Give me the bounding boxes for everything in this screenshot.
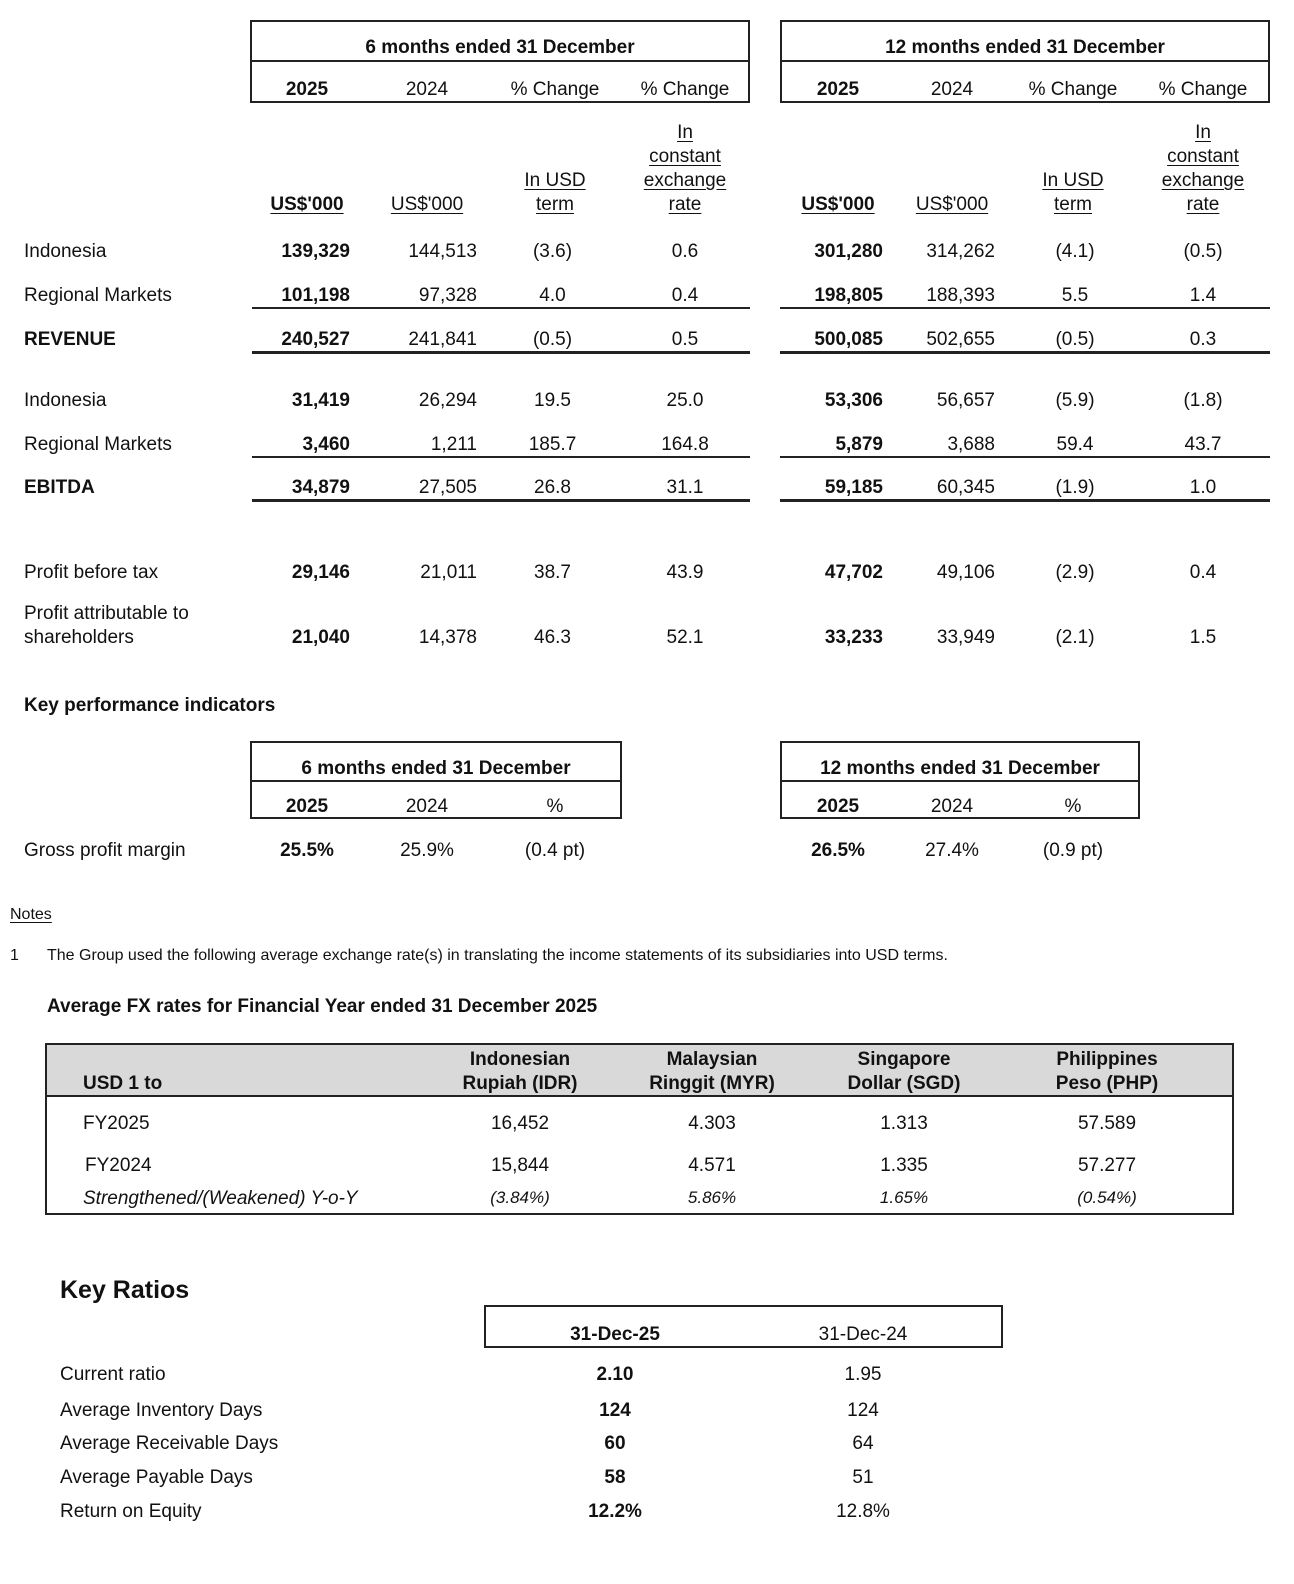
cell-h1-2024: 21,011 xyxy=(420,562,477,583)
total-line xyxy=(780,351,1270,354)
kpi-h1-2024: 25.9% xyxy=(400,840,454,861)
cell-fy-pct-usd: (1.9) xyxy=(1055,477,1095,498)
fx-currency-sgd-line2: Dollar (SGD) xyxy=(847,1073,961,1094)
twelve-months-title: 12 months ended 31 December xyxy=(885,37,1165,58)
cell-h1-2024: 241,841 xyxy=(408,329,477,350)
h1-unit-const-1: In xyxy=(677,122,693,143)
kpi-six-months-title: 6 months ended 31 December xyxy=(301,758,571,779)
fx-currency-sgd-line1: Singapore xyxy=(857,1049,951,1070)
divider xyxy=(250,60,750,62)
cell-h1-pct-usd: (3.6) xyxy=(532,241,573,262)
h1-unit-usd-term-1: In USD xyxy=(524,170,586,191)
row-label: Indonesia xyxy=(24,390,107,411)
cell-h1-pct-usd: 19.5 xyxy=(534,390,571,411)
kpi-h1-2025: 25.5% xyxy=(280,840,334,861)
fx-value-idr: 15,844 xyxy=(490,1155,550,1176)
six-months-title: 6 months ended 31 December xyxy=(365,37,635,58)
cell-fy-2025: 53,306 xyxy=(824,390,883,411)
row-label-ebitda: EBITDA xyxy=(24,477,95,498)
divider xyxy=(780,60,1270,62)
fy-unit-const-1: In xyxy=(1195,122,1211,143)
cell-h1-pct-usd: 38.7 xyxy=(534,562,571,583)
kpi-fy-col-2024: 2024 xyxy=(930,796,974,817)
cell-h1-pct-usd: 26.8 xyxy=(534,477,571,498)
fx-yoy-sgd: 1.65% xyxy=(879,1188,929,1207)
cell-fy-pct-usd: (5.9) xyxy=(1055,390,1095,411)
cell-h1-2025: 34,879 xyxy=(291,477,350,498)
fx-title: Average FX rates for Financial Year ended 31 December 2025 xyxy=(47,996,598,1017)
row-label: Regional Markets xyxy=(24,285,172,306)
key-ratios-title: Key Ratios xyxy=(60,1276,190,1304)
cell-fy-2024: 33,949 xyxy=(936,627,995,648)
fx-value-php: 57.589 xyxy=(1077,1113,1137,1134)
fx-value-sgd: 1.335 xyxy=(880,1155,928,1176)
h1-unit-const-2: constant xyxy=(649,146,721,167)
ratios-col-2024: 31-Dec-24 xyxy=(818,1324,908,1345)
cell-fy-2025: 5,879 xyxy=(835,434,883,455)
divider xyxy=(780,780,1140,782)
ratio-value-2024: 64 xyxy=(852,1433,874,1454)
divider xyxy=(250,780,622,782)
cell-h1-pct-const: 52.1 xyxy=(666,627,704,648)
ratio-value-2024: 12.8% xyxy=(836,1501,890,1522)
subtotal-line xyxy=(780,307,1270,309)
fy-col-pct-const: % Change xyxy=(1158,79,1248,100)
cell-fy-2024: 502,655 xyxy=(926,329,995,350)
cell-h1-2025: 3,460 xyxy=(302,434,350,455)
kpi-h1-col-pct: % xyxy=(546,796,564,817)
cell-fy-pct-usd: (2.9) xyxy=(1055,562,1095,583)
h1-unit-const-4: rate xyxy=(668,194,702,215)
cell-h1-2025: 29,146 xyxy=(291,562,350,583)
cell-fy-pct-const: (0.5) xyxy=(1183,241,1223,262)
fy-col-2025: 2025 xyxy=(816,79,860,100)
cell-fy-2024: 3,688 xyxy=(947,434,995,455)
note-text: The Group used the following average exchange rate(s) in translating the income statements of its subsidiaries into USD terms. xyxy=(47,947,948,964)
cell-h1-2024: 144,513 xyxy=(408,241,477,262)
total-line xyxy=(252,351,750,354)
fx-corner-label: USD 1 to xyxy=(83,1073,163,1094)
ratio-value-2024: 51 xyxy=(852,1467,874,1488)
fy-unit-const-3: exchange xyxy=(1161,170,1245,191)
subtotal-line xyxy=(252,456,750,458)
fx-currency-myr-line1: Malaysian xyxy=(666,1049,758,1070)
cell-fy-2025: 33,233 xyxy=(824,627,883,648)
cell-h1-2025: 139,329 xyxy=(281,241,350,262)
h1-col-pct-const: % Change xyxy=(640,79,730,100)
fy-col-pct-usd: % Change xyxy=(1028,79,1118,100)
h1-unit-2024: US$'000 xyxy=(390,194,464,215)
row-label-revenue: REVENUE xyxy=(24,329,116,350)
kpi-fy-col-2025: 2025 xyxy=(816,796,860,817)
cell-h1-2025: 101,198 xyxy=(281,285,350,306)
fy-unit-const-4: rate xyxy=(1186,194,1220,215)
cell-h1-pct-const: 25.0 xyxy=(666,390,704,411)
h1-unit-const-3: exchange xyxy=(643,170,727,191)
total-line xyxy=(252,499,750,502)
cell-h1-2024: 1,211 xyxy=(430,434,477,455)
total-line xyxy=(780,499,1270,502)
kpi-fy-2024: 27.4% xyxy=(925,840,979,861)
cell-fy-pct-usd: 59.4 xyxy=(1056,434,1094,455)
row-label-line2: shareholders xyxy=(24,627,134,648)
cell-h1-2024: 97,328 xyxy=(418,285,477,306)
fx-row-label-yoy: Strengthened/(Weakened) Y-o-Y xyxy=(83,1188,358,1209)
ratio-value-2024: 1.95 xyxy=(844,1364,882,1385)
h1-unit-2025: US$'000 xyxy=(270,194,344,215)
kpi-row-label: Gross profit margin xyxy=(24,840,186,861)
fy-col-2024: 2024 xyxy=(930,79,974,100)
kpi-twelve-months-title: 12 months ended 31 December xyxy=(820,758,1100,779)
cell-fy-pct-const: 0.4 xyxy=(1189,562,1217,583)
cell-fy-pct-const: 0.3 xyxy=(1189,329,1217,350)
cell-fy-pct-const: (1.8) xyxy=(1183,390,1223,411)
cell-fy-pct-usd: (2.1) xyxy=(1055,627,1095,648)
cell-fy-2024: 314,262 xyxy=(926,241,995,262)
ratio-value-2024: 124 xyxy=(847,1400,879,1421)
fx-header-divider xyxy=(45,1095,1234,1097)
fy-unit-usd-term-2: term xyxy=(1054,194,1092,215)
cell-h1-2024: 26,294 xyxy=(418,390,477,411)
ratio-value-2025: 2.10 xyxy=(596,1364,634,1385)
fx-value-myr: 4.571 xyxy=(688,1155,736,1176)
cell-fy-pct-usd: (0.5) xyxy=(1055,329,1095,350)
cell-h1-pct-usd: 185.7 xyxy=(528,434,577,455)
cell-h1-pct-const: 0.6 xyxy=(671,241,699,262)
fx-value-php: 57.277 xyxy=(1077,1155,1137,1176)
fx-currency-idr-line2: Rupiah (IDR) xyxy=(462,1073,578,1094)
ratios-col-2025: 31-Dec-25 xyxy=(570,1324,660,1345)
row-label-line1: Profit attributable to xyxy=(24,603,189,624)
cell-h1-2025: 21,040 xyxy=(291,627,350,648)
cell-h1-pct-usd: 4.0 xyxy=(539,285,566,306)
ratio-label: Average Payable Days xyxy=(60,1467,253,1488)
fx-yoy-idr: (3.84%) xyxy=(490,1188,550,1207)
kpi-fy-2025: 26.5% xyxy=(811,840,865,861)
row-label: Indonesia xyxy=(24,241,107,262)
ratio-label: Average Receivable Days xyxy=(60,1433,279,1454)
cell-h1-2025: 240,527 xyxy=(281,329,350,350)
cell-h1-pct-const: 0.4 xyxy=(671,285,699,306)
cell-fy-2024: 188,393 xyxy=(926,285,995,306)
cell-h1-pct-const: 43.9 xyxy=(666,562,704,583)
notes-title: Notes xyxy=(10,906,52,923)
fx-row-label: FY2025 xyxy=(83,1113,150,1134)
fx-value-sgd: 1.313 xyxy=(880,1113,928,1134)
cell-h1-pct-usd: 46.3 xyxy=(534,627,571,648)
ratio-label: Current ratio xyxy=(60,1364,166,1385)
cell-h1-pct-const: 164.8 xyxy=(661,434,709,455)
fx-row-label: FY2024 xyxy=(85,1155,152,1176)
h1-unit-usd-term-2: term xyxy=(536,194,574,215)
ratio-label: Average Inventory Days xyxy=(60,1400,263,1421)
fx-yoy-php: (0.54%) xyxy=(1077,1188,1137,1207)
cell-fy-pct-const: 1.0 xyxy=(1189,477,1217,498)
kpi-fy-pct: (0.9 pt) xyxy=(1042,840,1104,861)
cell-fy-pct-usd: 5.5 xyxy=(1061,285,1089,306)
cell-fy-2024: 56,657 xyxy=(936,390,995,411)
ratio-value-2025: 12.2% xyxy=(588,1501,642,1522)
cell-fy-2025: 47,702 xyxy=(824,562,883,583)
row-label: Profit before tax xyxy=(24,562,159,583)
fx-currency-myr-line2: Ringgit (MYR) xyxy=(649,1073,775,1094)
ratio-value-2025: 58 xyxy=(604,1467,626,1488)
fx-currency-php-line1: Philippines xyxy=(1056,1049,1158,1070)
ratio-value-2025: 60 xyxy=(604,1433,626,1454)
row-label: Regional Markets xyxy=(24,434,172,455)
ratio-label: Return on Equity xyxy=(60,1501,202,1522)
h1-col-pct-usd: % Change xyxy=(510,79,600,100)
cell-fy-2025: 301,280 xyxy=(814,241,883,262)
fy-unit-2024: US$'000 xyxy=(915,194,989,215)
cell-fy-pct-const: 1.4 xyxy=(1189,285,1217,306)
subtotal-line xyxy=(780,456,1270,458)
cell-h1-2025: 31,419 xyxy=(291,390,350,411)
note-number: 1 xyxy=(10,947,19,964)
cell-fy-2024: 60,345 xyxy=(936,477,995,498)
cell-fy-2025: 198,805 xyxy=(814,285,883,306)
fx-value-idr: 16,452 xyxy=(490,1113,550,1134)
cell-fy-pct-usd: (4.1) xyxy=(1055,241,1095,262)
cell-fy-pct-const: 43.7 xyxy=(1184,434,1222,455)
fx-value-myr: 4.303 xyxy=(688,1113,736,1134)
cell-h1-2024: 14,378 xyxy=(418,627,477,648)
fy-unit-const-2: constant xyxy=(1167,146,1239,167)
subtotal-line xyxy=(252,307,750,309)
cell-fy-pct-const: 1.5 xyxy=(1189,627,1217,648)
cell-fy-2024: 49,106 xyxy=(936,562,995,583)
fx-yoy-myr: 5.86% xyxy=(687,1188,737,1207)
kpi-fy-col-pct: % xyxy=(1064,796,1082,817)
kpi-h1-col-2024: 2024 xyxy=(405,796,449,817)
fy-unit-2025: US$'000 xyxy=(801,194,875,215)
cell-h1-pct-usd: (0.5) xyxy=(532,329,573,350)
kpi-title: Key performance indicators xyxy=(24,695,276,716)
fy-unit-usd-term-1: In USD xyxy=(1042,170,1104,191)
h1-col-2025: 2025 xyxy=(285,79,329,100)
fx-currency-php-line2: Peso (PHP) xyxy=(1055,1073,1159,1094)
kpi-h1-pct: (0.4 pt) xyxy=(524,840,586,861)
h1-col-2024: 2024 xyxy=(405,79,449,100)
kpi-h1-col-2025: 2025 xyxy=(285,796,329,817)
cell-fy-2025: 59,185 xyxy=(824,477,883,498)
ratio-value-2025: 124 xyxy=(599,1400,631,1421)
cell-fy-2025: 500,085 xyxy=(814,329,883,350)
fx-currency-idr-line1: Indonesian xyxy=(469,1049,571,1070)
cell-h1-pct-const: 31.1 xyxy=(666,477,704,498)
cell-h1-2024: 27,505 xyxy=(418,477,477,498)
cell-h1-pct-const: 0.5 xyxy=(671,329,699,350)
